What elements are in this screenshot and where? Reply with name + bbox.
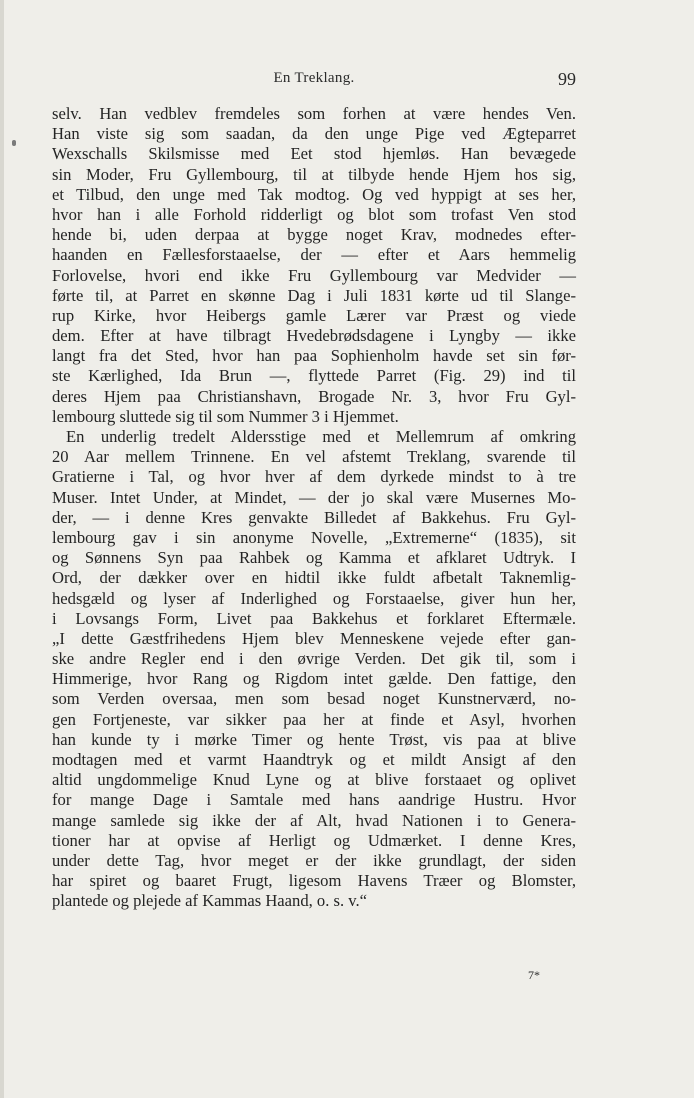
- text-line: mange samlede sig ikke der af Alt, hvad Nationen i to Genera-: [52, 810, 576, 830]
- text-line: gen Fortjeneste, var sikker paa her at finde et Asyl, hvorhen: [52, 709, 576, 729]
- text-line: ske andre Regler end i den øvrige Verden. Det gik til, som i: [52, 649, 576, 669]
- text-line: hende bi, uden derpaa at bygge noget Krav, modnedes efter-: [52, 225, 576, 245]
- text-line: Gratierne i Tal, og hvor hver af dem dyrkede mindst to à tre: [52, 467, 576, 487]
- body-text: [52, 104, 576, 912]
- text-line: altid ungdommelige Knud Lyne og at blive forstaaet og oplivet: [52, 770, 576, 790]
- text-line: lembourg sluttede sig til som Nummer 3 i Hjemmet.: [52, 406, 399, 426]
- text-line: langt fra det Sted, hvor han paa Sophienholm havde set sin før-: [52, 346, 576, 366]
- text-line: et Tilbud, den unge med Tak modtog. Og ved hyppigt at ses her,: [52, 184, 576, 204]
- page-number: 99: [558, 69, 576, 89]
- text-line: deres Hjem paa Christianshavn, Brogade Nr. 3, hvor Fru Gyl-: [52, 386, 576, 406]
- text-line: førte til, at Parret en skønne Dag i Juli 1831 kørte ud til Slange-: [52, 285, 576, 305]
- text-line: tioner har at opvise af Herligt og Udmærket. I denne Kres,: [52, 830, 576, 850]
- text-line: for mange Dage i Samtale med hans aandrige Hustru. Hvor: [52, 790, 576, 810]
- text-line: Ord, der dækker over en hidtil ikke fuldt afbetalt Taknemlig-: [52, 568, 576, 588]
- text-line: Han viste sig som saadan, da den unge Pige ved Ægteparret: [52, 124, 576, 144]
- text-line: og Sønnens Syn paa Rahbek og Kamma et afklaret Udtryk. I: [52, 548, 576, 568]
- text-line: han kunde ty i mørke Timer og hente Trøst, vis paa at blive: [52, 729, 576, 749]
- text-line: har spiret og baaret Frugt, ligesom Havens Træer og Blomster,: [52, 871, 576, 891]
- text-line: sin Moder, Fru Gyllembourg, til at tilbyde hende Hjem hos sig,: [52, 164, 576, 184]
- text-line: En underlig tredelt Aldersstige med et Mellemrum af omkring: [66, 427, 576, 446]
- text-line: der, — i denne Kres genvakte Billedet af Bakkehus. Fru Gyl-: [52, 507, 576, 527]
- text-line: som Verden oversaa, men som besad noget Kunstnerværd, no-: [52, 689, 576, 709]
- text-line: Himmerige, hvor Rang og Rigdom intet gælde. Den fattige, den: [52, 669, 576, 689]
- text-line: ste Kærlighed, Ida Brun —, flyttede Parret (Fig. 29) ind til: [52, 366, 576, 386]
- text-line: „I dette Gæstfrihedens Hjem blev Menneskene vejede efter gan-: [52, 628, 576, 648]
- text-line: Forlovelse, hvori end ikke Fru Gyllembourg var Medvider —: [52, 265, 576, 285]
- ink-speck: [12, 140, 16, 146]
- text-line: i Lovsangs Form, Livet paa Bakkehus et forklaret Eftermæle.: [52, 608, 576, 628]
- text-line: selv. Han vedblev fremdeles som forhen at være hendes Ven.: [52, 104, 576, 123]
- text-line: modtagen med et varmt Haandtryk og et mildt Ansigt af den: [52, 750, 576, 769]
- text-line: haanden en Fællesforstaaelse, der — efter et Aars hemmelig: [52, 245, 576, 265]
- text-line: rup Kirke, hvor Heibergs gamle Lærer var Præst og viede: [52, 305, 576, 325]
- text-line: 20 Aar mellem Trinnene. En vel afstemt Treklang, svarende til: [52, 447, 576, 467]
- signature-mark: 7*: [528, 968, 540, 982]
- text-line: under dette Tag, hvor meget er der ikke grundlagt, der siden: [52, 850, 576, 870]
- text-line: Muser. Intet Under, at Mindet, — der jo skal være Musernes Mo-: [52, 487, 576, 507]
- text-line: plantede og plejede af Kammas Haand, o. s. v.“: [52, 891, 368, 911]
- text-line: hedsgæld og lyser af Inderlighed og Forstaaelse, giver hun her,: [52, 588, 576, 608]
- text-line: dem. Efter at have tilbragt Hvedebrødsdagene i Lyngby — ikke: [52, 326, 576, 346]
- text-line: lembourg gav i sin anonyme Novelle, „Extremerne“ (1835), sit: [52, 527, 576, 547]
- page-header: [52, 66, 576, 96]
- text-line: Wexschalls Skilsmisse med Eet stod hjemløs. Han bevægede: [52, 144, 576, 164]
- running-head: En Treklang.: [273, 70, 355, 86]
- text-line: hvor han i alle Forhold ridderligt og blot som trofast Ven stod: [52, 204, 576, 224]
